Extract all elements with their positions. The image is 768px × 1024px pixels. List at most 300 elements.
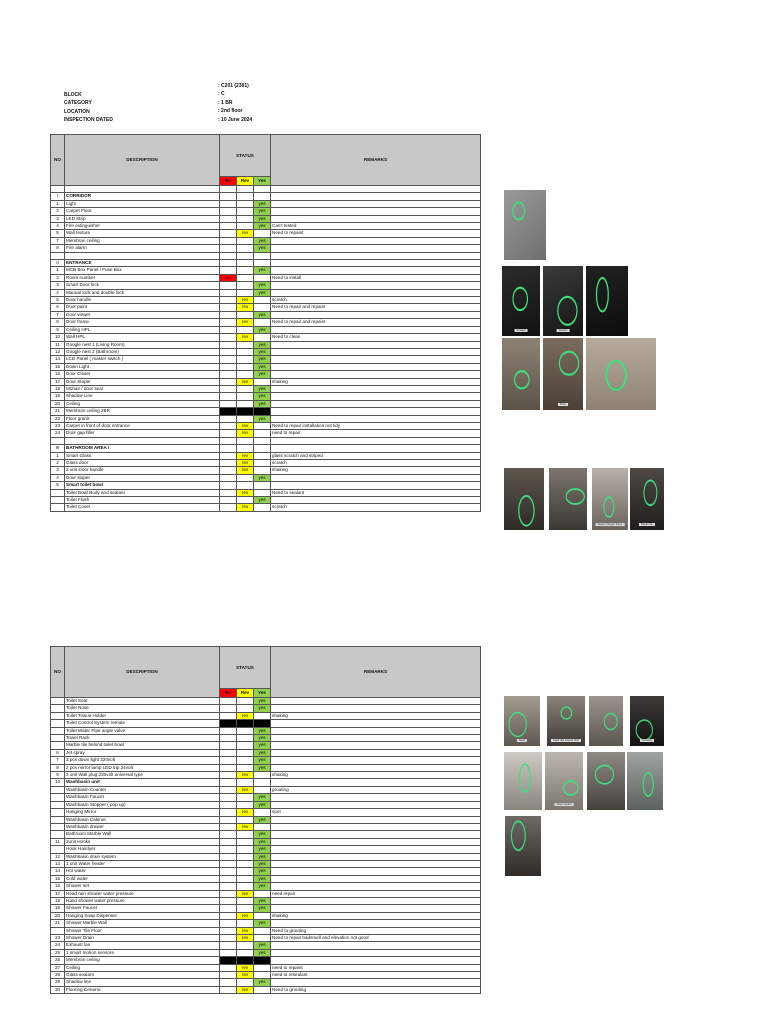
row-remarks (271, 363, 481, 370)
status-yes-cell (254, 459, 271, 466)
status-yes-cell (254, 986, 271, 993)
status-no-cell (220, 831, 237, 838)
row-description: Toilet Control System remote (65, 720, 220, 727)
table-row (51, 208, 481, 215)
table-row (51, 474, 481, 481)
table-row (51, 304, 481, 311)
status-rev-cell (237, 816, 254, 823)
table-row (51, 764, 481, 771)
table-row (51, 809, 481, 816)
status-rev-cell: rev (237, 230, 254, 237)
table-row (51, 705, 481, 712)
status-yes-cell: yes (254, 853, 271, 860)
status-no-cell (220, 304, 237, 311)
photo-label: Repair fan (641, 523, 653, 526)
row-remarks: need to repaint (271, 964, 481, 971)
status-rev-cell: rev (237, 972, 254, 979)
photo-label: Amagat (516, 329, 526, 332)
status-yes-cell: yes (254, 979, 271, 986)
table-row (51, 979, 481, 986)
status-no-cell (220, 482, 237, 489)
table-row (51, 319, 481, 326)
status-yes-cell (254, 319, 271, 326)
status-yes-cell: yes (254, 474, 271, 481)
status-no-cell (220, 282, 237, 289)
table-row (51, 972, 481, 979)
table-2-body (51, 698, 481, 994)
status-rev-cell (237, 720, 254, 727)
row-number: 21 (51, 920, 65, 927)
table-row (51, 422, 481, 429)
table-row (51, 497, 481, 504)
status-yes-cell: yes (254, 749, 271, 756)
row-number (51, 727, 65, 734)
row-number: 4 (51, 289, 65, 296)
status-yes-cell: yes (254, 794, 271, 801)
row-description: Door gap filler (65, 430, 220, 437)
row-description: Jet spray (65, 749, 220, 756)
inspection-photo (587, 752, 625, 810)
row-number: 9 (51, 772, 65, 779)
table-row (51, 393, 481, 400)
row-description: Google nest 1 (Living Room) (65, 341, 220, 348)
row-description: Fire extinguisher (65, 223, 220, 230)
status-rev-cell (237, 698, 254, 705)
table-row (51, 890, 481, 897)
row-description: Google nest 2 (Bathroom) (65, 348, 220, 355)
row-number: 30 (51, 986, 65, 993)
row-number (51, 831, 65, 838)
status-rev-cell (237, 853, 254, 860)
row-remarks (271, 949, 481, 956)
row-description: Mohair / door seal (65, 385, 220, 392)
row-remarks: Need to clean (271, 334, 481, 341)
status-no-cell (220, 698, 237, 705)
status-yes-cell: yes (254, 200, 271, 207)
table-row (51, 200, 481, 207)
status-no-cell (220, 326, 237, 333)
status-rev-cell (237, 237, 254, 244)
row-description: Wall texture (65, 230, 220, 237)
row-number: 2 (51, 274, 65, 281)
table-row (51, 846, 481, 853)
status-rev-cell (237, 942, 254, 949)
status-rev-cell: rev (237, 297, 254, 304)
status-yes-cell: yes (254, 237, 271, 244)
photo-label: Scratch (558, 329, 568, 332)
row-number: 17 (51, 890, 65, 897)
status-no-cell (220, 400, 237, 407)
row-description: MCB Box Panel / Fuse Box (65, 267, 220, 274)
status-rev-cell: rev (237, 378, 254, 385)
status-rev-cell (237, 252, 254, 259)
status-no-cell (220, 942, 237, 949)
status-no-cell (220, 905, 237, 912)
inspection-photo (586, 266, 628, 336)
table-row (51, 445, 481, 452)
row-number (51, 698, 65, 705)
status-yes-cell: yes (254, 831, 271, 838)
row-remarks: shaking (271, 712, 481, 719)
status-no-cell (220, 883, 237, 890)
row-remarks (271, 720, 481, 727)
inspection-photo (630, 468, 664, 530)
row-description: Toilet Nose (65, 705, 220, 712)
table-row (51, 489, 481, 496)
row-remarks (271, 415, 481, 422)
status-no-cell (220, 764, 237, 771)
status-rev-cell: rev (237, 452, 254, 459)
row-description: Light (65, 200, 220, 207)
row-remarks (271, 237, 481, 244)
status-yes-cell: yes (254, 497, 271, 504)
row-description: Washbasin drawer (65, 823, 220, 830)
status-rev-cell (237, 260, 254, 267)
status-no-cell (220, 749, 237, 756)
status-yes-cell: yes (254, 208, 271, 215)
table-row (51, 935, 481, 942)
row-description: Shower Marble Wall (65, 920, 220, 927)
row-remarks (271, 186, 481, 193)
row-remarks: grouting (271, 786, 481, 793)
row-remarks (271, 883, 481, 890)
row-number: 6 (51, 749, 65, 756)
table-row (51, 378, 481, 385)
status-no-cell (220, 297, 237, 304)
status-rev-cell (237, 875, 254, 882)
row-description (65, 437, 220, 444)
status-yes-cell (254, 482, 271, 489)
row-description: ENTRANCE (65, 260, 220, 267)
status-rev-cell (237, 846, 254, 853)
status-rev-cell (237, 371, 254, 378)
row-remarks: scratch (271, 459, 481, 466)
status-yes-cell: yes (254, 942, 271, 949)
row-remarks (271, 400, 481, 407)
status-yes-cell: yes (254, 223, 271, 230)
status-yes-cell (254, 823, 271, 830)
status-yes-cell (254, 193, 271, 200)
row-remarks: spot (271, 809, 481, 816)
status-no-cell (220, 348, 237, 355)
row-number: 9 (51, 326, 65, 333)
table-row (51, 964, 481, 971)
table-row (51, 504, 481, 511)
row-number: 10 (51, 779, 65, 786)
row-number: 14 (51, 868, 65, 875)
row-number: 8 (51, 764, 65, 771)
status-yes-cell: yes (254, 735, 271, 742)
row-description: Hot water (65, 868, 220, 875)
row-description: Shower Drain (65, 935, 220, 942)
status-yes-cell: yes (254, 215, 271, 222)
table-row (51, 415, 481, 422)
status-no-cell (220, 408, 237, 415)
status-yes-cell: yes (254, 860, 271, 867)
inspection-photo (545, 752, 583, 810)
value-category: : 1 BR (218, 99, 233, 106)
row-number: 4 (51, 223, 65, 230)
status-yes-cell (254, 297, 271, 304)
row-remarks (271, 474, 481, 481)
status-yes-cell: yes (254, 326, 271, 333)
row-remarks: Need to grouting (271, 986, 481, 993)
status-rev-cell (237, 860, 254, 867)
status-no-cell (220, 912, 237, 919)
row-remarks (271, 979, 481, 986)
status-rev-cell (237, 415, 254, 422)
status-rev-cell (237, 289, 254, 296)
row-description: Toilet Water Pipe angle valve (65, 727, 220, 734)
status-yes-cell: yes (254, 846, 271, 853)
status-rev-cell (237, 341, 254, 348)
row-description (65, 186, 220, 193)
table-row (51, 482, 481, 489)
row-remarks: Need to grouting (271, 927, 481, 934)
status-no-cell (220, 772, 237, 779)
row-remarks (271, 208, 481, 215)
status-yes-cell (254, 720, 271, 727)
label-location: LOCATION (64, 108, 90, 115)
status-no-cell (220, 245, 237, 252)
status-rev-cell (237, 215, 254, 222)
row-description: 1 unit Water heater (65, 860, 220, 867)
table-row (51, 348, 481, 355)
status-rev-cell: rev (237, 890, 254, 897)
row-remarks (271, 245, 481, 252)
status-rev-cell (237, 779, 254, 786)
status-rev-cell (237, 311, 254, 318)
table-row (51, 875, 481, 882)
status-rev-cell: rev (237, 304, 254, 311)
table-row (51, 927, 481, 934)
row-description: Manual lock and double lock (65, 289, 220, 296)
status-no-cell (220, 430, 237, 437)
row-remarks: Need to repaint (271, 230, 481, 237)
status-yes-cell (254, 445, 271, 452)
status-yes-cell: yes (254, 757, 271, 764)
row-description: Ceiling HPL (65, 326, 220, 333)
status-rev-cell (237, 408, 254, 415)
row-number (51, 809, 65, 816)
status-no-cell (220, 846, 237, 853)
table-row (51, 193, 481, 200)
status-rev-cell (237, 801, 254, 808)
status-no-cell (220, 727, 237, 734)
status-rev-cell (237, 920, 254, 927)
row-number: 6 (51, 304, 65, 311)
row-number: III (51, 445, 65, 452)
table-row (51, 430, 481, 437)
table-row (51, 371, 481, 378)
row-number: 2 (51, 459, 65, 466)
photo-label: Need (518, 739, 526, 742)
row-remarks (271, 705, 481, 712)
row-description: Ceiling (65, 964, 220, 971)
row-description: Shower Tile Floor (65, 927, 220, 934)
status-yes-cell (254, 437, 271, 444)
status-yes-cell: yes (254, 363, 271, 370)
status-rev-cell: rev (237, 467, 254, 474)
status-no-cell (220, 319, 237, 326)
row-number: 12 (51, 853, 65, 860)
row-description: Door frame (65, 319, 220, 326)
inspection-photo (543, 338, 583, 410)
status-rev-cell (237, 282, 254, 289)
status-no-cell (220, 356, 237, 363)
table-row (51, 237, 481, 244)
row-description: Washbasin Stopper ( pop up) (65, 801, 220, 808)
row-description (65, 252, 220, 259)
row-description: Smart Door lock (65, 282, 220, 289)
col-header-status-2: STATUS (220, 647, 271, 689)
status-no-cell (220, 467, 237, 474)
row-number: 26 (51, 957, 65, 964)
status-rev-cell (237, 267, 254, 274)
status-rev-cell: rev (237, 809, 254, 816)
row-description: Head rain shower water pressure (65, 890, 220, 897)
row-remarks: Need to repair installation not tidy (271, 422, 481, 429)
status-no-cell (220, 230, 237, 237)
status-yes-cell (254, 912, 271, 919)
status-rev-cell (237, 794, 254, 801)
table-row (51, 334, 481, 341)
row-number: 5 (51, 482, 65, 489)
row-description: LCD Panel ( master switch ) (65, 356, 220, 363)
status-rev-cell: rev (237, 430, 254, 437)
status-rev-cell (237, 208, 254, 215)
row-number: 19 (51, 393, 65, 400)
status-yes-cell (254, 964, 271, 971)
table-row (51, 720, 481, 727)
status-yes-cell: yes (254, 311, 271, 318)
status-no-cell (220, 809, 237, 816)
col-header-no-2: NO (51, 647, 65, 698)
row-remarks (271, 260, 481, 267)
status-no-cell (220, 289, 237, 296)
status-no-cell (220, 186, 237, 193)
table-row (51, 437, 481, 444)
status-no-cell (220, 223, 237, 230)
label-block: BLOCK (64, 92, 82, 98)
status-rev-cell (237, 193, 254, 200)
table-row (51, 452, 481, 459)
row-remarks: Can't tested (271, 223, 481, 230)
row-number: 8 (51, 319, 65, 326)
status-no-cell (220, 875, 237, 882)
table-1-body (51, 186, 481, 512)
photo-label: Need repaint (556, 803, 572, 806)
status-no-cell (220, 237, 237, 244)
status-yes-cell: yes (254, 245, 271, 252)
status-yes-cell: yes (254, 801, 271, 808)
row-number: 11 (51, 341, 65, 348)
status-no-cell (220, 838, 237, 845)
row-description: Shower Faucet (65, 905, 220, 912)
row-number: 3 (51, 215, 65, 222)
status-yes-header: Yes (254, 177, 271, 186)
row-description: Floor granit (65, 415, 220, 422)
status-rev-cell (237, 356, 254, 363)
row-description: CORRIDOR (65, 193, 220, 200)
status-no-cell (220, 371, 237, 378)
status-yes-cell (254, 779, 271, 786)
markup-circle-icon (502, 338, 540, 410)
status-rev-cell: rev (237, 823, 254, 830)
status-no-cell (220, 267, 237, 274)
row-description: Membran ceiling 2BR (65, 408, 220, 415)
table-row (51, 363, 481, 370)
row-description: 2unit Hooks (65, 838, 220, 845)
status-no-cell (220, 415, 237, 422)
header-values (218, 82, 252, 124)
row-remarks (271, 252, 481, 259)
row-description: Shower set (65, 883, 220, 890)
value-location: : 2nd floor (218, 108, 243, 115)
row-remarks: need to repair (271, 430, 481, 437)
status-no-cell (220, 378, 237, 385)
markup-circle-icon (504, 468, 544, 530)
status-no-cell (220, 452, 237, 459)
row-remarks: need to resealant (271, 972, 481, 979)
markup-circle-icon (630, 468, 664, 530)
status-no-cell (220, 853, 237, 860)
row-remarks (271, 897, 481, 904)
row-number (51, 846, 65, 853)
inspection-table-1 (50, 134, 481, 512)
status-no-cell (220, 927, 237, 934)
status-yes-cell (254, 935, 271, 942)
row-description: Door Stoper (65, 378, 220, 385)
inspection-photo (549, 468, 587, 530)
status-yes-cell: yes (254, 875, 271, 882)
table-row (51, 297, 481, 304)
status-no-cell (220, 972, 237, 979)
status-yes-cell: yes (254, 698, 271, 705)
row-description: Door viewer (65, 311, 220, 318)
table-row (51, 816, 481, 823)
status-rev-cell (237, 326, 254, 333)
status-rev-cell: rev (237, 319, 254, 326)
row-description: LED Strip (65, 215, 220, 222)
table-row (51, 223, 481, 230)
row-number: II (51, 260, 65, 267)
row-number (51, 252, 65, 259)
status-rev-cell (237, 957, 254, 964)
row-number: 12 (51, 348, 65, 355)
row-description: Toilet Bowl Body and sealant (65, 489, 220, 496)
table-row (51, 408, 481, 415)
table-row (51, 838, 481, 845)
status-yes-cell: yes (254, 348, 271, 355)
markup-circle-icon (549, 468, 587, 530)
status-no-cell (220, 422, 237, 429)
table-row (51, 289, 481, 296)
status-yes-cell: yes (254, 341, 271, 348)
inspection-photo (502, 338, 540, 410)
status-yes-cell (254, 712, 271, 719)
status-no-header-2: No (220, 689, 237, 698)
table-row (51, 215, 481, 222)
status-no-header: No (220, 177, 237, 186)
table-row (51, 786, 481, 793)
status-rev-cell: rev (237, 935, 254, 942)
status-no-cell (220, 489, 237, 496)
markup-circle-icon (502, 266, 540, 336)
markup-circle-icon (504, 190, 546, 260)
row-remarks (271, 341, 481, 348)
value-block: : C (218, 91, 225, 98)
